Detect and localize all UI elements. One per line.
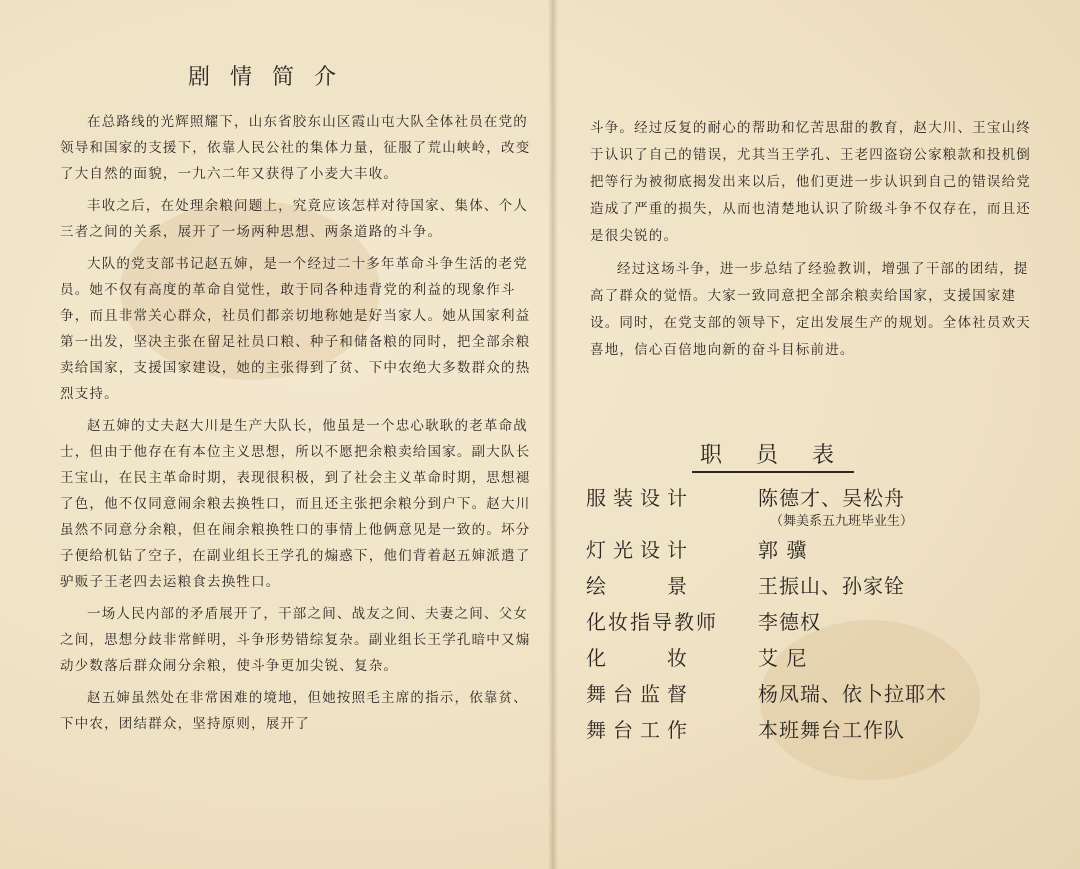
credit-note: （舞美系五九班毕业生） xyxy=(770,514,914,529)
synopsis-paragraph: 在总路线的光辉照耀下，山东省胶东山区霞山屯大队全体社员在党的领导和国家的支援下，依靠人民公社的集体力量，征服了荒山峡岭，改变了大自然的面貌，一九六二年又获得了小麦大丰收。 xyxy=(60,114,531,182)
credit-note-row xyxy=(586,510,1046,534)
credit-role: 舞台工作 xyxy=(586,718,694,742)
credit-name: 艾 尼 xyxy=(758,646,808,670)
credit-name: 王振山、孙家铨 xyxy=(758,574,905,598)
credit-row xyxy=(586,642,1046,678)
credit-row xyxy=(586,606,1046,642)
synopsis-continued-paragraph: 斗争。经过反复的耐心的帮助和忆苦思甜的教育，赵大川、王宝山终于认识了自己的错误，尤其当王学孔、王老四盗窃公家粮款和投机倒把等行为被彻底揭发出来以后，他们更进一步认识到自己的错误给党造成了严重的损失，从而也清楚地认识了阶级斗争不仅存在，而且还是很尖锐的。 xyxy=(590,120,1031,244)
credit-role: 化 妆 xyxy=(586,646,694,670)
credit-name: 本班舞台工作队 xyxy=(758,718,905,742)
synopsis-paragraph: 赵五婶的丈夫赵大川是生产大队长，他虽是一个忠心耿耿的老革命战士，但由于他存在有本位主义思想，所以不愿把余粮卖给国家。副大队长王宝山，在民主革命时期，表现很积极，到了社会主义革命时期，思想褪了色，他不仅同意闹余粮去换牲口，而且还主张把余粮分到户下。赵大川虽然不同意分余粮，但在闹余粮换牲口的事情上他俩意见是一致的。坏分子便给机钻了空子，在副业组长王学孔的煽惑下，他们背着赵五婶派遣了驴贩子王老四去运粮食去换牲口。 xyxy=(60,418,531,590)
right-page xyxy=(590,115,1040,370)
staff-list-title: 职员表 xyxy=(700,438,868,469)
credit-role: 舞台监督 xyxy=(586,682,694,706)
synopsis-paragraph: 赵五婶虽然处在非常困难的境地，但她按照毛主席的指示，依靠贫、下中农，团结群众，坚持原则，展开了 xyxy=(60,690,528,732)
credit-row xyxy=(586,534,1046,570)
synopsis-continued-paragraph: 经过这场斗争，进一步总结了经验教训，增强了干部的团结，提高了群众的觉悟。大家一致同意把全部余粮卖给国家，支援国家建设。同时，在党支部的领导下，定出发展生产的规划。全体社员欢天喜地，信心百倍地向新的奋斗目标前进。 xyxy=(590,261,1031,358)
center-fold xyxy=(548,0,558,869)
synopsis-paragraph: 大队的党支部书记赵五婶，是一个经过二十多年革命斗争生活的老党员。她不仅有高度的革命自觉性，敢于同各种违背党的利益的现象作斗争，而且非常关心群众，社员们都亲切地称她是好当家人。她从国家利益第一出发，坚决主张在留足社员口粮、种子和储备粮的同时，把全部余粮卖给国家，支援国家建设，她的主张得到了贫、下中农绝大多数群众的热烈支持。 xyxy=(60,256,531,402)
credit-role: 绘 景 xyxy=(586,574,694,598)
credit-name: 陈德才、吴松舟 xyxy=(758,486,905,510)
credit-role: 化妆指导教师 xyxy=(586,610,718,634)
credit-role: 服装设计 xyxy=(586,486,694,510)
synopsis-paragraph: 丰收之后，在处理余粮问题上，究竟应该怎样对待国家、集体、个人三者之间的关系，展开了一场两种思想、两条道路的斗争。 xyxy=(60,198,528,240)
credit-name: 李德权 xyxy=(758,610,821,634)
credit-role: 灯光设计 xyxy=(586,538,694,562)
synopsis-title: 剧情简介 xyxy=(188,65,357,90)
credit-name: 杨凤瑞、依卜拉耶木 xyxy=(758,682,947,706)
credit-row xyxy=(586,678,1046,714)
left-page xyxy=(60,60,540,743)
credit-row xyxy=(586,570,1046,606)
credit-row xyxy=(586,714,1046,750)
staff-list xyxy=(586,482,1046,750)
synopsis-paragraph: 一场人民内部的矛盾展开了，干部之间、战友之间、夫妻之间、父女之间，思想分歧非常鲜明，斗争形势错综复杂。副业组长王学孔暗中又煽动少数落后群众闹分余粮，使斗争更加尖锐、复杂。 xyxy=(60,606,531,674)
credit-name: 郭 骥 xyxy=(758,538,808,562)
